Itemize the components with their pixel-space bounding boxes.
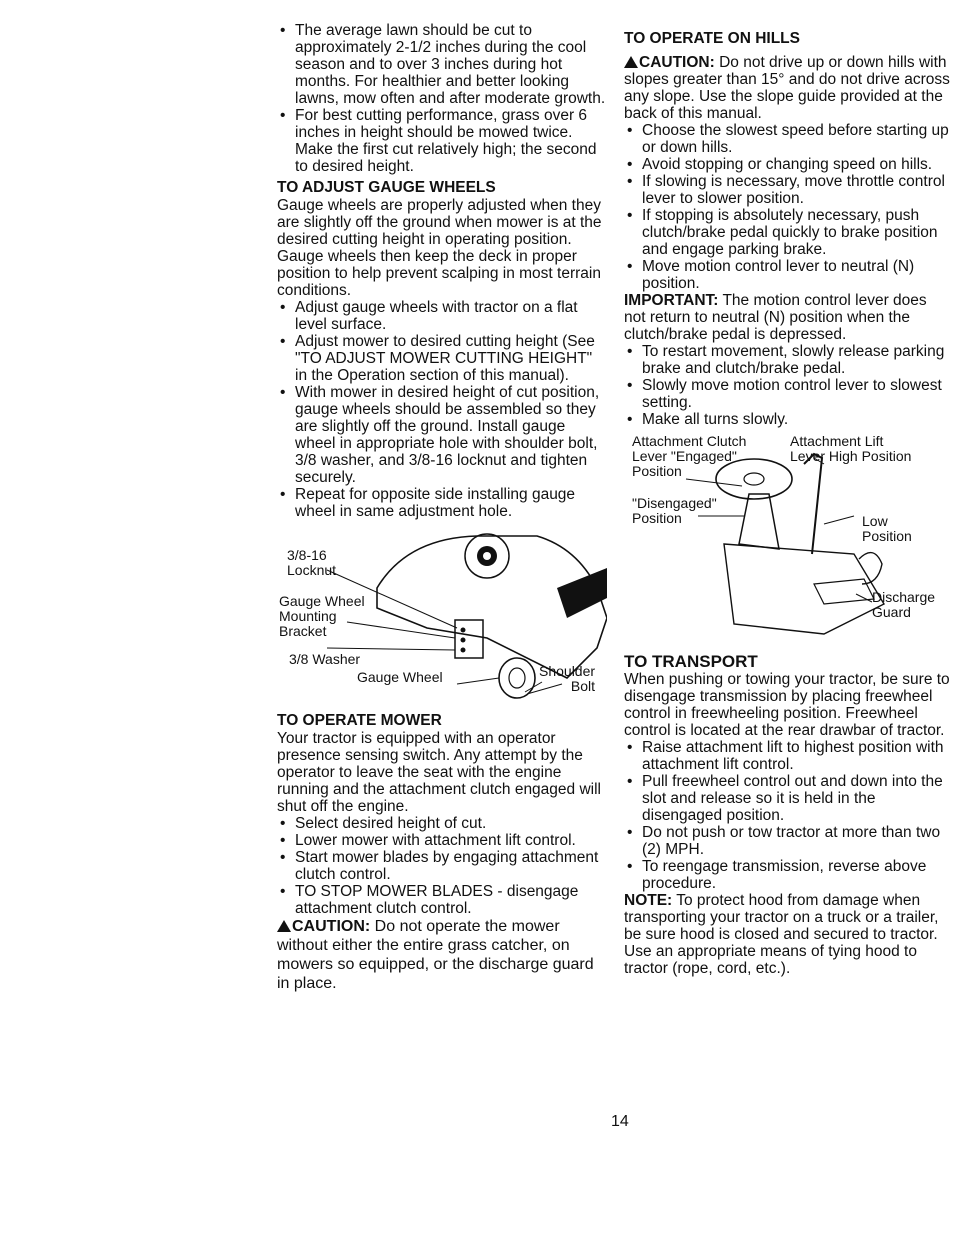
transport-bullet: • To reengage transmission, reverse above procedure. xyxy=(624,858,952,892)
gauge-wheels-paragraph: Gauge wheels are properly adjusted when they are slightly off the ground when mower is at the desired cutting height in operating position. Gauge wheels then keep the deck in proper position to help prevent scalping in most terrain conditions. xyxy=(277,197,602,299)
locknut-label: 3/8-16 Locknut xyxy=(287,547,337,578)
caution-text: Do not drive up or down hills with slopes greater than 15° and do not drive across any slope. Use the slope guide provided at the back of this manual. xyxy=(624,54,950,122)
lift-lever-label: Attachment Lift Lever High Position xyxy=(790,433,912,464)
hills-bullet: • If slowing is necessary, move throttle control lever to slower position. xyxy=(624,173,952,207)
gauge-bullet: • With mower in desired height of cut position, gauge wheels should be assembled so they are slightly off the ground. Install gauge wheel in appropriate hole with shoulder bolt, 3/8 washer, and 3/8-16 locknut and tighten securely. xyxy=(277,384,607,486)
caution-label: CAUTION: xyxy=(292,918,371,935)
operate-mower-paragraph: Your tractor is equipped with an operator presence sensing switch. Any attempt by the operator to leave the seat with the engine running and the attachment clutch engaged will shut off the engine. xyxy=(277,730,601,815)
gauge-wheels-heading: TO ADJUST GAUGE WHEELS xyxy=(277,179,496,196)
transport-bullet: • Pull freewheel control out and down into the slot and release so it is held in the disengaged position. xyxy=(624,773,952,824)
gauge-wheel-label: Gauge Wheel xyxy=(357,669,443,685)
operate-bullet: • Select desired height of cut. xyxy=(277,815,607,832)
operate-bullet: • Start mower blades by engaging attachment clutch control. xyxy=(277,849,607,883)
bracket-label: Gauge Wheel Mounting Bracket xyxy=(279,593,365,639)
washer-label: 3/8 Washer xyxy=(289,651,361,667)
gauge-bullet: • Adjust gauge wheels with tractor on a flat level surface. xyxy=(277,299,607,333)
discharge-guard-label: Discharge Guard xyxy=(872,589,936,620)
operate-bullet: • TO STOP MOWER BLADES - disengage attachment clutch control. xyxy=(277,883,607,917)
hills-bullet: • Slowly move motion control lever to slowest setting. xyxy=(624,377,952,411)
transport-heading: TO TRANSPORT xyxy=(624,652,758,671)
transport-paragraph: When pushing or towing your tractor, be sure to disengage transmission by placing freewheel control in freewheeling position. Freewheel control is located at the rear drawbar of tractor. xyxy=(624,671,950,739)
caution-icon xyxy=(624,56,638,68)
hills-heading: TO OPERATE ON HILLS xyxy=(624,30,800,47)
important-text: The motion control lever does not return to neutral (N) position when the clutch/brake pedal is depressed. xyxy=(624,292,927,343)
lawn-height-bullet: • The average lawn should be cut to approximately 2-1/2 inches during the cool season and to over 3 inches during hot months. For healthier and better looking lawns, mow often and after moderate growth. xyxy=(277,22,607,107)
controls-figure xyxy=(624,434,952,649)
hills-bullet: • Move motion control lever to neutral (N) position. xyxy=(624,258,952,292)
gauge-bullet: • Adjust mower to desired cutting height (See "TO ADJUST MOWER CUTTING HEIGHT" in the Operation section of this manual). xyxy=(277,333,607,384)
shoulder-bolt-label: Shoulder Bolt xyxy=(539,663,596,694)
transport-bullet: • Raise attachment lift to highest position with attachment lift control. xyxy=(624,739,952,773)
gauge-bullet: • Repeat for opposite side installing gauge wheel in same adjustment hole. xyxy=(277,486,607,520)
operate-mower-heading: TO OPERATE MOWER xyxy=(277,712,442,729)
tall-grass-bullet: • For best cutting performance, grass over 6 inches in height should be mowed twice. Make the first cut relatively high; the second to desired height. xyxy=(277,107,607,175)
hills-bullet: • Make all turns slowly. xyxy=(624,411,952,428)
important-label: IMPORTANT: xyxy=(624,292,719,309)
gauge-wheel-figure xyxy=(277,528,607,708)
right-column xyxy=(624,30,952,977)
hills-bullet: • Avoid stopping or changing speed on hills. xyxy=(624,156,952,173)
hills-caution xyxy=(624,54,952,122)
transport-note xyxy=(624,892,952,977)
hills-bullet: • Choose the slowest speed before starting up or down hills. xyxy=(624,122,952,156)
caution-text: Do not operate the mower without either the entire grass catcher, on mowers so equipped, or the discharge guard in place. xyxy=(277,918,594,992)
transport-bullet: • Do not push or tow tractor at more than two (2) MPH. xyxy=(624,824,952,858)
note-label: NOTE: xyxy=(624,892,673,909)
left-column xyxy=(277,22,607,993)
hills-bullet: • If stopping is absolutely necessary, push clutch/brake pedal quickly to brake position and engage parking brake. xyxy=(624,207,952,258)
low-position-label: Low Position xyxy=(862,513,912,544)
hills-bullet: • To restart movement, slowly release parking brake and clutch/brake pedal. xyxy=(624,343,952,377)
important-note xyxy=(624,292,952,343)
caution-label: CAUTION: xyxy=(639,54,715,71)
caution-icon xyxy=(277,920,291,932)
note-text: To protect hood from damage when transporting your tractor on a truck or a trailer, be sure hood is closed and secured to tractor. Use an appropriate means of tying hood to tractor (rope, cord, etc.). xyxy=(624,892,939,977)
disengaged-label: "Disengaged" Position xyxy=(632,495,717,526)
mower-caution xyxy=(277,917,607,993)
clutch-lever-label: Attachment Clutch Lever "Engaged" Position xyxy=(632,433,747,479)
operate-bullet: • Lower mower with attachment lift control. xyxy=(277,832,607,849)
page-number: 14 xyxy=(611,1113,629,1130)
